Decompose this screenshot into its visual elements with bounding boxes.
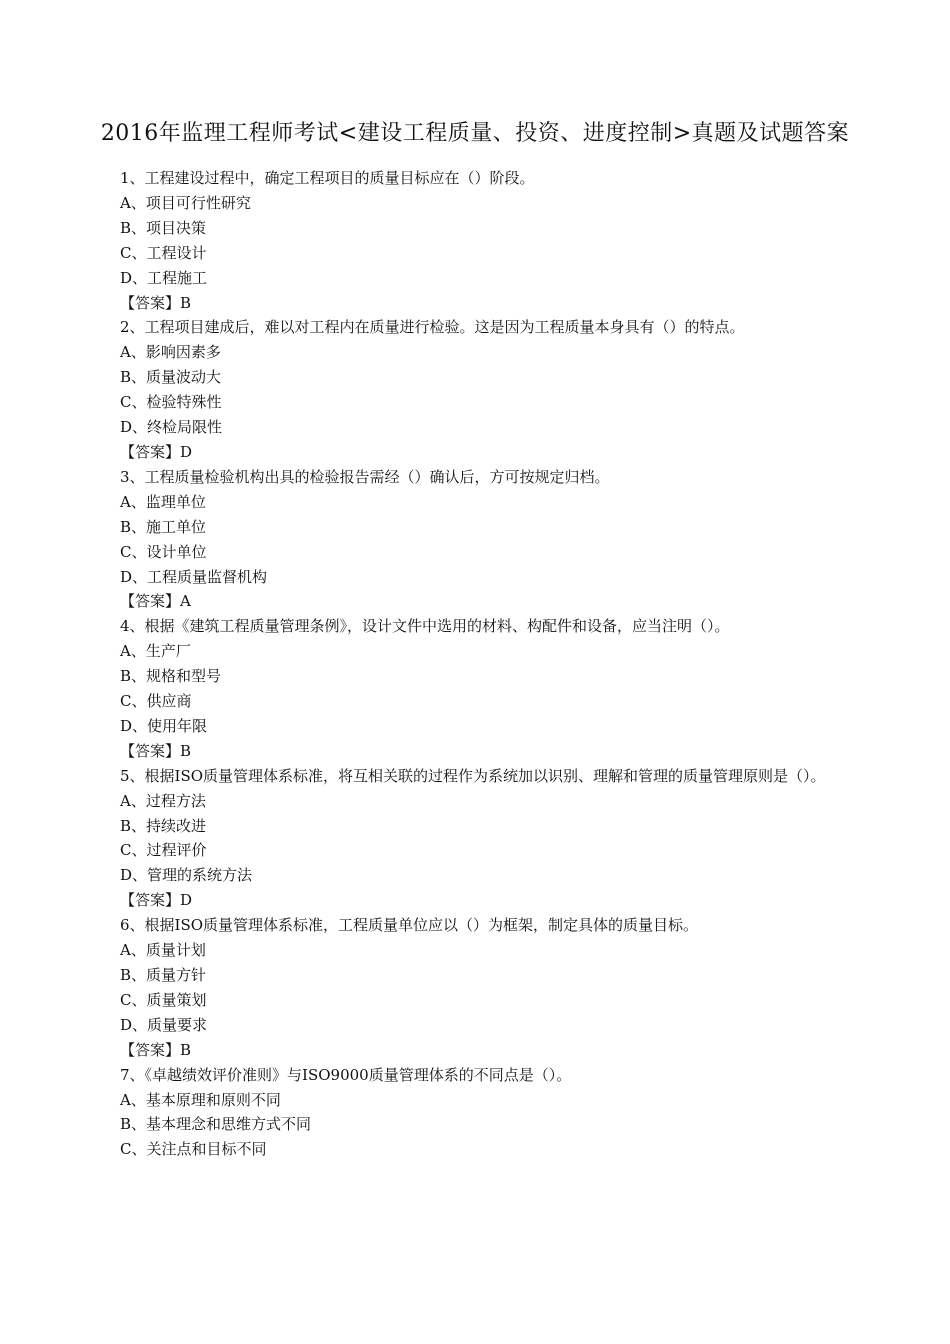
answer-option: D、工程施工 (120, 268, 208, 287)
answer-option: A、生产厂 (120, 642, 191, 661)
answer-option: B、施工单位 (120, 517, 207, 536)
question-stem: 1、工程建设过程中，确定工程项目的质量目标应在（）阶段。 (120, 169, 535, 187)
document-title: 2016年监理工程师考试<建设工程质量、投资、进度控制>真题及试题答案 (100, 121, 850, 146)
answer-option: A、监理单位 (120, 492, 206, 511)
answer-key: 【答案】B (120, 1040, 192, 1059)
answer-option: A、影响因素多 (120, 343, 221, 362)
answer-key: 【答案】B (120, 293, 192, 312)
question-stem: 7、《卓越绩效评价准则》与ISO9000质量管理体系的不同点是（）。 (120, 1065, 572, 1084)
answer-option: A、项目可行性研究 (120, 193, 251, 212)
answer-key: 【答案】D (120, 891, 193, 910)
answer-option: D、使用年限 (120, 716, 208, 735)
answer-option: D、终检局限性 (120, 418, 223, 437)
answer-option: C、关注点和目标不同 (120, 1140, 267, 1159)
answer-option: B、质量方针 (120, 966, 207, 984)
answer-option: D、管理的系统方法 (120, 866, 253, 885)
question-stem: 5、根据ISO质量管理体系标准，将互相关联的过程作为系统加以识别、理解和管理的质量管理原则是（）。 (120, 766, 826, 785)
question-stem: 6、根据ISO质量管理体系标准，工程质量单位应以（）为框架，制定具体的质量目标。 (120, 916, 699, 935)
document-body (92, 166, 868, 1162)
answer-option: C、质量策划 (120, 990, 207, 1009)
answer-option: B、规格和型号 (120, 667, 222, 686)
answer-option: C、过程评价 (120, 841, 207, 860)
answer-option: B、持续改进 (120, 816, 207, 835)
answer-option: B、项目决策 (120, 218, 207, 237)
answer-option: A、基本原理和原则不同 (120, 1090, 281, 1109)
answer-option: B、基本理念和思维方式不同 (120, 1115, 312, 1134)
answer-key: 【答案】B (120, 741, 192, 760)
answer-key: 【答案】A (120, 592, 191, 611)
question-stem: 4、根据《建筑工程质量管理条例》，设计文件中选用的材料、构配件和设备，应当注明（）。 (120, 617, 730, 636)
answer-option: C、检验特殊性 (120, 393, 222, 412)
answer-option: C、供应商 (120, 692, 192, 711)
answer-option: C、设计单位 (120, 542, 207, 561)
answer-option: D、工程质量监督机构 (120, 567, 268, 586)
question-stem: 3、工程质量检验机构出具的检验报告需经（）确认后，方可按规定归档。 (120, 467, 610, 486)
answer-option: B、质量波动大 (120, 368, 222, 387)
answer-option: C、工程设计 (120, 243, 207, 262)
answer-key: 【答案】D (120, 442, 193, 461)
answer-option: A、质量计划 (120, 941, 206, 960)
question-stem: 2、工程项目建成后，难以对工程内在质量进行检验。这是因为工程质量本身具有（）的特点。 (120, 318, 745, 337)
answer-option: D、质量要求 (120, 1015, 208, 1034)
answer-option: A、过程方法 (120, 791, 206, 810)
